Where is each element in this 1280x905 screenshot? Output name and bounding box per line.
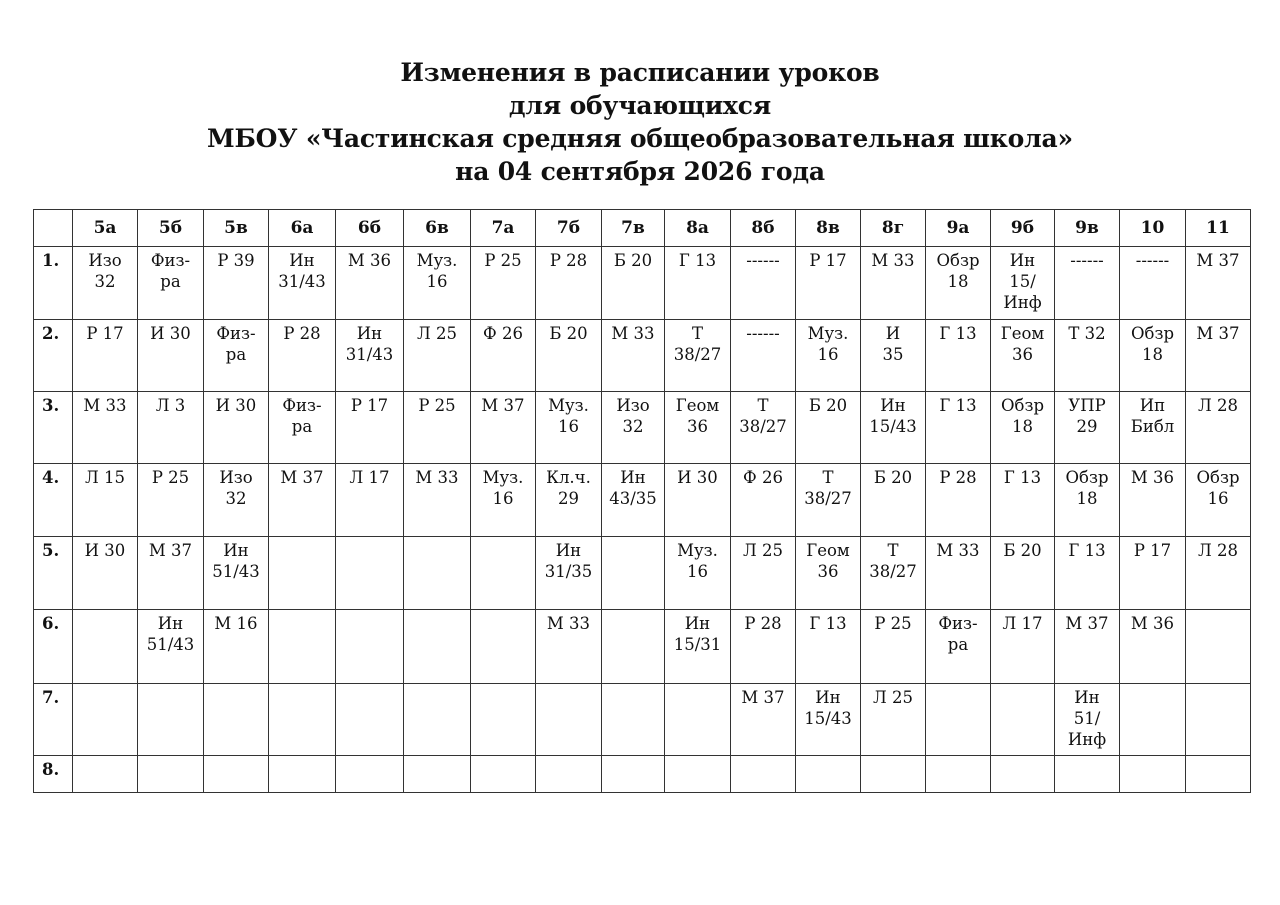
lesson-cell: Обзр 18 xyxy=(1055,464,1120,537)
lesson-cell: Геом 36 xyxy=(991,320,1055,392)
class-header-cell: 11 xyxy=(1186,210,1251,247)
lesson-cell: Обзр 16 xyxy=(1186,464,1251,537)
lesson-row xyxy=(34,464,1251,537)
lesson-cell: И 30 xyxy=(665,464,731,537)
lesson-cell xyxy=(336,684,404,756)
lesson-cell: Изо 32 xyxy=(73,247,138,320)
class-header-cell: 6в xyxy=(404,210,471,247)
lesson-cell: Обзр 18 xyxy=(1120,320,1186,392)
lesson-cell xyxy=(204,756,269,793)
lesson-row xyxy=(34,320,1251,392)
lesson-cell xyxy=(269,756,336,793)
lesson-cell xyxy=(602,684,665,756)
lesson-cell: Т 32 xyxy=(1055,320,1120,392)
lesson-cell: УПР 29 xyxy=(1055,392,1120,464)
lesson-cell: Р 17 xyxy=(336,392,404,464)
class-header-cell: 8в xyxy=(796,210,861,247)
lesson-cell: М 37 xyxy=(138,537,204,610)
class-header-cell: 5б xyxy=(138,210,204,247)
lesson-cell: Л 17 xyxy=(991,610,1055,684)
lesson-cell: М 33 xyxy=(602,320,665,392)
lesson-cell xyxy=(73,756,138,793)
class-header-cell: 5в xyxy=(204,210,269,247)
lesson-cell xyxy=(536,756,602,793)
lesson-cell: Т 38/27 xyxy=(861,537,926,610)
class-header-cell: 8б xyxy=(731,210,796,247)
lesson-cell: М 16 xyxy=(204,610,269,684)
lesson-cell: М 36 xyxy=(1120,610,1186,684)
lesson-cell xyxy=(269,684,336,756)
lesson-cell: М 37 xyxy=(471,392,536,464)
lesson-cell xyxy=(602,537,665,610)
lesson-cell: Р 28 xyxy=(926,464,991,537)
class-header-cell: 6а xyxy=(269,210,336,247)
lesson-cell: Л 17 xyxy=(336,464,404,537)
class-header-cell: 9а xyxy=(926,210,991,247)
lesson-cell xyxy=(404,756,471,793)
lesson-cell xyxy=(926,684,991,756)
title-line-3: МБОУ «Частинская средняя общеобразовательная школа» xyxy=(207,124,1073,153)
class-header-cell: 7б xyxy=(536,210,602,247)
lesson-cell: М 37 xyxy=(1055,610,1120,684)
lesson-cell: Л 25 xyxy=(404,320,471,392)
lesson-cell xyxy=(1186,756,1251,793)
lesson-cell: Физ- ра xyxy=(926,610,991,684)
lesson-cell: Р 25 xyxy=(138,464,204,537)
lesson-cell: Изо 32 xyxy=(204,464,269,537)
lesson-cell xyxy=(926,756,991,793)
document-title xyxy=(0,56,1280,188)
lesson-cell: Муз. 16 xyxy=(471,464,536,537)
lesson-cell xyxy=(1120,684,1186,756)
lesson-cell: Л 28 xyxy=(1186,392,1251,464)
lesson-number: 3. xyxy=(34,392,73,464)
lesson-cell: Муз. 16 xyxy=(796,320,861,392)
lesson-row xyxy=(34,247,1251,320)
lesson-cell: И 30 xyxy=(73,537,138,610)
title-line-4: на 04 сентября 2026 года xyxy=(455,157,825,186)
lesson-cell xyxy=(1186,610,1251,684)
lesson-cell xyxy=(269,610,336,684)
lesson-cell: М 36 xyxy=(1120,464,1186,537)
lesson-cell xyxy=(1186,684,1251,756)
class-header-cell: 8г xyxy=(861,210,926,247)
lesson-cell: М 37 xyxy=(731,684,796,756)
lesson-cell xyxy=(536,684,602,756)
lesson-cell: Л 3 xyxy=(138,392,204,464)
lesson-cell xyxy=(796,756,861,793)
lesson-cell xyxy=(336,537,404,610)
lesson-cell xyxy=(665,756,731,793)
lesson-cell: И 30 xyxy=(138,320,204,392)
lesson-cell: Г 13 xyxy=(991,464,1055,537)
lesson-cell: Т 38/27 xyxy=(731,392,796,464)
lesson-row xyxy=(34,684,1251,756)
lesson-cell: Физ- ра xyxy=(269,392,336,464)
lesson-cell: Б 20 xyxy=(536,320,602,392)
lesson-cell: М 33 xyxy=(861,247,926,320)
class-header-cell: 9б xyxy=(991,210,1055,247)
lesson-cell: М 37 xyxy=(269,464,336,537)
lesson-cell: Г 13 xyxy=(926,392,991,464)
lesson-cell: ------ xyxy=(1055,247,1120,320)
lesson-cell xyxy=(1120,756,1186,793)
lesson-row xyxy=(34,756,1251,793)
lesson-cell xyxy=(471,684,536,756)
lesson-number: 5. xyxy=(34,537,73,610)
lesson-number: 8. xyxy=(34,756,73,793)
lesson-cell: Б 20 xyxy=(991,537,1055,610)
lesson-cell: Ин 15/43 xyxy=(796,684,861,756)
lesson-cell xyxy=(991,684,1055,756)
lesson-cell: Ин 15/ Инф xyxy=(991,247,1055,320)
lesson-cell xyxy=(336,610,404,684)
lesson-cell: М 36 xyxy=(336,247,404,320)
lesson-cell xyxy=(861,756,926,793)
lesson-cell: Ин 31/35 xyxy=(536,537,602,610)
lesson-cell: Ин 15/31 xyxy=(665,610,731,684)
lesson-cell xyxy=(991,756,1055,793)
lesson-cell xyxy=(404,610,471,684)
lesson-cell: Л 28 xyxy=(1186,537,1251,610)
lesson-cell: М 33 xyxy=(926,537,991,610)
title-line-2: для обучающихся xyxy=(508,91,772,120)
lesson-cell: Ф 26 xyxy=(731,464,796,537)
lesson-cell: ------ xyxy=(731,320,796,392)
lesson-cell: Л 25 xyxy=(731,537,796,610)
lesson-number: 2. xyxy=(34,320,73,392)
lesson-cell: М 33 xyxy=(536,610,602,684)
lesson-cell: Р 28 xyxy=(269,320,336,392)
header-corner-cell xyxy=(34,210,73,247)
lesson-cell: Обзр 18 xyxy=(991,392,1055,464)
class-header-cell: 5а xyxy=(73,210,138,247)
lesson-cell xyxy=(471,756,536,793)
lesson-cell: Р 17 xyxy=(73,320,138,392)
lesson-cell: ------ xyxy=(731,247,796,320)
lesson-cell: Л 15 xyxy=(73,464,138,537)
lesson-cell: Изо 32 xyxy=(602,392,665,464)
lesson-cell xyxy=(1055,756,1120,793)
class-header-cell: 8а xyxy=(665,210,731,247)
lesson-cell xyxy=(471,537,536,610)
class-header-cell: 6б xyxy=(336,210,404,247)
lesson-cell xyxy=(336,756,404,793)
lesson-cell: Р 25 xyxy=(861,610,926,684)
lesson-cell xyxy=(138,756,204,793)
lesson-cell xyxy=(602,610,665,684)
lesson-cell: Т 38/27 xyxy=(796,464,861,537)
lesson-cell xyxy=(404,684,471,756)
lesson-cell: Г 13 xyxy=(665,247,731,320)
schedule-body xyxy=(34,247,1251,793)
lesson-row xyxy=(34,610,1251,684)
lesson-cell: Б 20 xyxy=(602,247,665,320)
title-line-1: Изменения в расписании уроков xyxy=(400,58,880,87)
lesson-cell: Геом 36 xyxy=(665,392,731,464)
class-header-cell: 9в xyxy=(1055,210,1120,247)
lesson-cell: Р 28 xyxy=(731,610,796,684)
lesson-cell xyxy=(138,684,204,756)
lesson-cell: Ф 26 xyxy=(471,320,536,392)
lesson-cell xyxy=(602,756,665,793)
lesson-cell: Геом 36 xyxy=(796,537,861,610)
lesson-cell: Р 17 xyxy=(796,247,861,320)
lesson-cell: Кл.ч. 29 xyxy=(536,464,602,537)
lesson-cell xyxy=(73,610,138,684)
lesson-cell: Ин 51/43 xyxy=(204,537,269,610)
lesson-number: 4. xyxy=(34,464,73,537)
lesson-cell: Ин 31/43 xyxy=(269,247,336,320)
lesson-cell: Муз. 16 xyxy=(404,247,471,320)
class-header-cell: 7в xyxy=(602,210,665,247)
lesson-cell: Ин 51/43 xyxy=(138,610,204,684)
lesson-number: 1. xyxy=(34,247,73,320)
lesson-cell: Р 28 xyxy=(536,247,602,320)
lesson-cell: М 37 xyxy=(1186,320,1251,392)
lesson-cell xyxy=(471,610,536,684)
lesson-number: 6. xyxy=(34,610,73,684)
lesson-cell: Ин 15/43 xyxy=(861,392,926,464)
lesson-cell: Муз. 16 xyxy=(665,537,731,610)
lesson-cell: Р 39 xyxy=(204,247,269,320)
class-header-cell: 7а xyxy=(471,210,536,247)
lesson-row xyxy=(34,392,1251,464)
lesson-cell: ------ xyxy=(1120,247,1186,320)
lesson-cell xyxy=(204,684,269,756)
lesson-number: 7. xyxy=(34,684,73,756)
lesson-cell: Г 13 xyxy=(1055,537,1120,610)
lesson-cell: Р 25 xyxy=(471,247,536,320)
lesson-cell: М 33 xyxy=(404,464,471,537)
lesson-cell: Р 17 xyxy=(1120,537,1186,610)
lesson-cell: Б 20 xyxy=(861,464,926,537)
lesson-cell: М 33 xyxy=(73,392,138,464)
schedule-table xyxy=(33,209,1251,793)
lesson-cell: Физ- ра xyxy=(138,247,204,320)
lesson-cell: Г 13 xyxy=(796,610,861,684)
lesson-cell: М 37 xyxy=(1186,247,1251,320)
lesson-cell xyxy=(73,684,138,756)
lesson-cell: Муз. 16 xyxy=(536,392,602,464)
lesson-cell xyxy=(731,756,796,793)
lesson-cell: Б 20 xyxy=(796,392,861,464)
lesson-cell: Обзр 18 xyxy=(926,247,991,320)
lesson-cell: Г 13 xyxy=(926,320,991,392)
lesson-cell: Ин 43/35 xyxy=(602,464,665,537)
lesson-cell: Ин 51/ Инф xyxy=(1055,684,1120,756)
class-header-cell: 10 xyxy=(1120,210,1186,247)
lesson-cell xyxy=(404,537,471,610)
lesson-cell: И 35 xyxy=(861,320,926,392)
lesson-cell: Физ- ра xyxy=(204,320,269,392)
lesson-cell: Л 25 xyxy=(861,684,926,756)
lesson-row xyxy=(34,537,1251,610)
lesson-cell: Р 25 xyxy=(404,392,471,464)
lesson-cell: Ин 31/43 xyxy=(336,320,404,392)
lesson-cell xyxy=(269,537,336,610)
lesson-cell: И 30 xyxy=(204,392,269,464)
lesson-cell: Т 38/27 xyxy=(665,320,731,392)
lesson-cell: Ип Библ xyxy=(1120,392,1186,464)
header-row xyxy=(34,210,1251,247)
lesson-cell xyxy=(665,684,731,756)
